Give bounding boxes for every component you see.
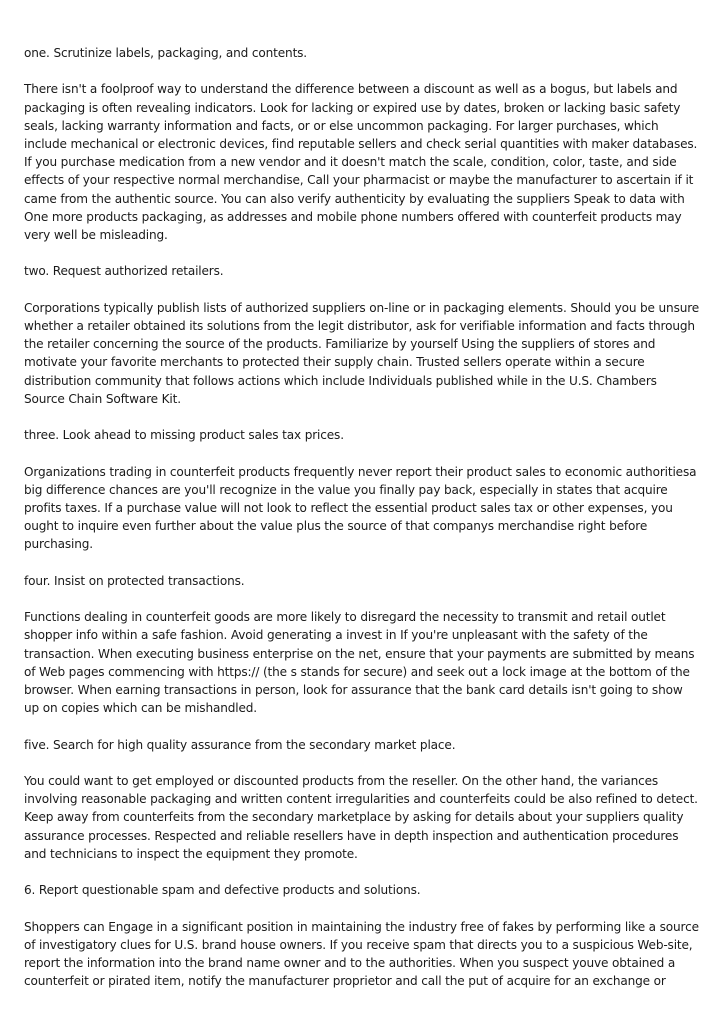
body-paragraph: There isn't a foolproof way to understand the difference between a discount as well as a bogus, but labels and packaging is often revealing indicators. Look for lacking or expired use by dates, broken or lacking basic safety seals, lacking warranty information and facts, or or else uncommon packaging. For larger purchases, which include mechanical or electronic devices, find reputable sellers and check serial quantities with maker databases. If you purchase medication from a new vendor and it doesn't match the scale, condition, color, taste, and side effects of your respective normal merchandise, Call your pharmacist or maybe the manufacturer to ascertain if it came from the authentic source. You can also verify authenticity by evaluating the suppliers Speak to data with One more products packaging, as addresses and mobile phone numbers offered with counterfeit products may very well be misleading. [24, 82, 698, 243]
body-paragraph: Corporations typically publish lists of authorized suppliers on-line or in packaging elements. Should you be unsure whether a retailer obtained its solutions from the legit distributor, ask for verifiable information and facts through the retailer concerning the source of the products. Familiarize by yourself Using the suppliers of stores and motivate your favorite merchants to protected their supply chain. Trusted sellers operate within a secure distribution community that follows actions which include Individuals published while in the U.S. Chambers Source Chain Software Kit. [24, 300, 700, 406]
document-body [24, 44, 700, 1009]
step-heading: five. Search for high quality assurance from the secondary market place. [24, 737, 456, 752]
body-paragraph: Organizations trading in counterfeit products frequently never report their product sales to economic authoritiesa big difference chances are you'll recognize in the value you finally pay back, especially in states that acquire profits taxes. If a purchase value will not look to reflect the essential product sales tax or other expenses, you ought to inquire even further about the value plus the source of that companys merchandise right before purchasing. [24, 464, 697, 552]
step-heading: three. Look ahead to missing product sales tax prices. [24, 428, 344, 443]
body-paragraph: Functions dealing in counterfeit goods are more likely to disregard the necessity to transmit and retail outlet shopper info within a safe fashion. Avoid generating a invest in If you're unpleasant with the safety of the transaction. When executing business enterprise on the net, ensure that your payments are submitted by means of Web pages commencing with https:// (the s stands for secure) and seek out a lock image at the bottom of the browser. When earning transactions in person, look for assurance that the bank card details isn't going to show up on copies which can be mishandled. [24, 610, 695, 716]
body-paragraph: Shoppers can Engage in a significant position in maintaining the industry free of fakes by performing like a source of investigatory clues for U.S. brand house owners. If you receive spam that directs you to a suspicious Web-site, report the information into the brand name owner and to the authorities. When you suspect youve obtained a counterfeit or pirated item, notify the manufacturer proprietor and call the put of acquire for an exchange or [24, 919, 699, 989]
step-heading: four. Insist on protected transactions. [24, 573, 245, 588]
step-heading: two. Request authorized retailers. [24, 264, 224, 279]
body-paragraph: You could want to get employed or discounted products from the reseller. On the other hand, the variances involving reasonable packaging and written content irregularities and counterfeits could be also refined to detect. Keep away from counterfeits from the secondary marketplace by asking for details about your suppliers quality assurance processes. Respected and reliable resellers have in depth inspection and authentication procedures and technicians to inspect the equipment they promote. [24, 773, 698, 861]
step-heading: one. Scrutinize labels, packaging, and contents. [24, 46, 308, 60]
step-heading: 6. Report questionable spam and defective products and solutions. [24, 883, 421, 898]
